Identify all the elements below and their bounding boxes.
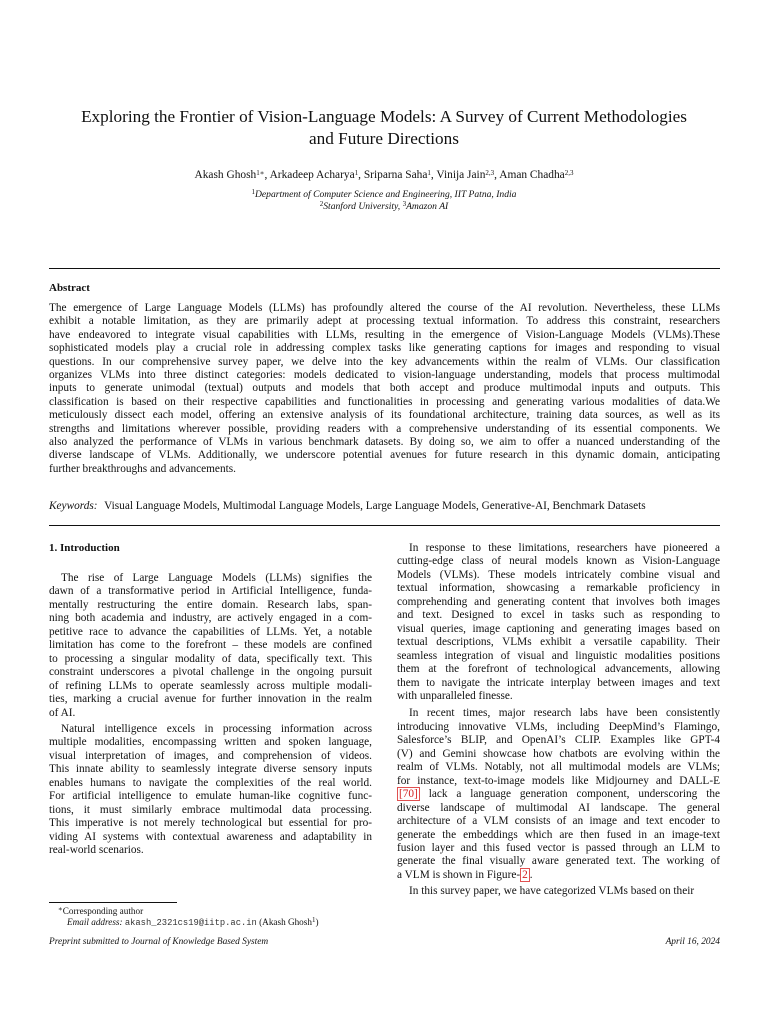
title-line-2: and Future Directions (309, 129, 459, 148)
left-para1-line: constraint underscores a pivotal challenge in the ongoing pursuit (49, 666, 372, 679)
right-para1-line: Models (VLMs). These models intricately combine visual and (397, 568, 720, 581)
author-list: Akash Ghosh$^{1∗}$, Arkadeep Acharya$^1$, Sriparna Saha$^1$, Vinija Jain$^{2,3}$, Aman Chadha$^{2,3}$ (194, 168, 574, 181)
abstract-line: classification is based on their respective capabilities and functionalities in processing and generating various modalities of data.We (49, 395, 720, 408)
right-para2-line: diverse landscape of multimodal AI landscape. The general (397, 801, 720, 814)
abstract-line: exhibit a notable limitation, as they are primarily adept at processing textual information. To address this constraint, researchers (49, 315, 720, 328)
keywords-text: Visual Language Models, Multimodal Language Models, Large Language Models, Generative-AI, Benchmark Datasets (104, 500, 646, 512)
right-para3-line: In this survey paper, we have categorized VLMs based on their (409, 885, 695, 898)
left-para1-line: mentally restructuring the entire domain. Research labs, span- (49, 598, 372, 611)
author-sup: 2,3 (564, 168, 574, 177)
author-sup: 2,3 (485, 168, 495, 177)
right-para1-line: visual queries, image captioning and generating images based on (397, 622, 720, 635)
left-para2-line: viding AI systems with contextual awareness and adaptability in (49, 830, 372, 843)
author-sup: 1 (354, 168, 359, 177)
left-para2-line: This imperative is not merely technological but essential for pro- (49, 817, 372, 830)
abstract-line: The emergence of Large Language Models (LLMs) has profoundly altered the course of the AI revolution. Nevertheless, these LLMs (49, 302, 720, 314)
keywords (49, 500, 646, 512)
right-para1-line: them to navigate the intricate interplay between images and text (397, 676, 720, 689)
abstract-line: diverse landscape of VLMs. Additionally, we underscore potential avenues for future research in this dynamic domain, anticipating (49, 449, 720, 462)
right-para2-line: fusion layer and this fused vector is passed through an LLM to (397, 841, 720, 854)
right-para2-line: (V) and Gemini showcase how chatbots are evolving within the (397, 747, 720, 760)
right-para1-line: and text. Designed to excel in tasks such as responding to (397, 609, 720, 622)
abstract-line: sophisticated models play a crucial role in addressing complex tasks like generating captions for images and responding to visual (49, 342, 720, 355)
abstract-heading: Abstract (49, 282, 90, 294)
left-para1-line: to processing a singular modality of data, specifically text. This (49, 652, 372, 665)
right-column (397, 542, 720, 899)
citation-link[interactable]: [70] (399, 788, 418, 801)
left-para2-line: Natural intelligence excels in processing information across (61, 722, 372, 735)
right-para2-line: In recent times, major research labs have been consistently (409, 707, 720, 720)
right-para2-line: generate the embeddings which are then fused in an image-text (397, 828, 720, 841)
left-para1-line: The rise of Large Language Models (LLMs) signifies the (61, 572, 372, 584)
paper-title (40, 106, 728, 150)
right-para1-line: comprehending and generating content that involves both images (397, 595, 720, 608)
left-para2-line: For artificial intelligence to emulate human-like cognitive func- (49, 790, 372, 803)
abstract-line: strengths and limitations wherever possible, providing readers with a comprehensive understanding of its essential components. We (49, 422, 720, 435)
figure-link[interactable]: 2 (522, 868, 528, 881)
email-link[interactable]: akash_2321cs19@iitp.ac.in (124, 918, 257, 928)
author-sup: 1 (427, 168, 431, 177)
abstract-body (49, 302, 720, 476)
right-para1-line: textual information, showcasing a remarkable proficiency in (397, 582, 720, 595)
right-para2-line: realm of VLMs. Notably, not all multimodal models are VLMs; (397, 761, 720, 774)
left-para2-line: multiple modalities, encompassing written and spoken language, (49, 736, 372, 749)
left-para1-line: ties, marking a crucial avenue for further innovation in the realm (49, 693, 372, 706)
section-heading: 1. Introduction (49, 542, 120, 554)
right-para2-line: [70] lack a language generation component, underscoring the (399, 788, 720, 801)
left-para1-line: of AI. (49, 706, 76, 719)
keywords-label: Keywords: (49, 500, 98, 512)
abstract-line: questions. In our comprehensive survey paper, we delve into the key advancements within the realm of VLMs. Our classification (49, 355, 720, 368)
left-para2-line: enables humans to navigate the complexities of the real world. (49, 776, 372, 789)
affiliation-line-2: $^2$Stanford University, $^3$Amazon AI (319, 199, 449, 212)
left-para2-line: real-world scenarios. (49, 844, 144, 857)
left-para2-line: tions, it must similarly embrace multimodal data processing. (49, 803, 372, 816)
abstract-line: organizes VLMs into three distinct categories: models dedicated to vision-language understanding, models that process multimodal (49, 369, 720, 382)
right-para1-line: textual descriptions, VLMs exhibit a versatile capability. Their (397, 636, 720, 649)
author-name: Sriparna Saha (363, 169, 428, 181)
abstract-line: also analyzed the performance of VLMs in various benchmark datasets. By doing so, we aim to offer a nuanced understanding of the (49, 436, 720, 449)
left-para1-line: ning both academia and industry, are actively engaged in a com- (49, 612, 372, 625)
right-para1-line: cutting-edge class of neural models known as Vision-Language (397, 555, 720, 568)
bottom-rule (49, 525, 720, 526)
abstract-line: further breakthroughs and advancements. (49, 462, 236, 475)
right-para1-line: them at the forefront of technological advancements, allowing (397, 663, 720, 676)
left-para2-line: This innate ability to seamlessly integrate diverse sensory inputs (49, 763, 372, 776)
right-para2-line: generate the final visually aware generated text. The working of (397, 855, 720, 868)
author-name: Arkadeep Acharya (269, 169, 355, 181)
affiliation-line-1: $^1$Department of Computer Science and Engineering, IIT Patna, India (251, 187, 517, 200)
right-para1-line: with unparalleled finesse. (397, 689, 513, 702)
left-para1-line: petitive race to advance the capabilities of LLMs. Yet, a notable (49, 625, 372, 638)
right-para2-line: Salesforce’s BLIP, and OpenAI’s CLIP. Examples like GPT-4 (397, 734, 720, 747)
footnote-corresponding: ∗Corresponding author (58, 904, 144, 916)
right-para2-line: for instance, text-to-image models like Midjourney and DALL-E (397, 774, 720, 787)
author-name: Vinija Jain (436, 169, 486, 181)
right-para2-line: a VLM is shown in Figure- 2 . (397, 868, 533, 881)
author-name: Aman Chadha (499, 169, 565, 181)
abstract-line: meticulously dissect each model, offering an extensive analysis of its foundational architecture, training data sources, as well as its (49, 409, 720, 422)
title-line-1: Exploring the Frontier of Vision-Language Models: A Survey of Current Methodologies (81, 107, 687, 126)
footer-right: April 16, 2024 (665, 937, 720, 947)
left-para1-line: of refining LLMs to operate seamlessly across multiple modali- (49, 679, 372, 692)
right-para2-line: introducing innovative VLMs, including DeepMind’s Flamingo, (397, 720, 720, 733)
right-para2-line: architecture of a VLM consists of an image and text encoder to (397, 815, 720, 828)
author-sup: 1∗ (256, 168, 265, 177)
right-para1-line: seamless integration of visual and linguistic modalities positions (397, 649, 720, 662)
footnote-rule (49, 902, 177, 903)
left-para1-line: dawn of a transformative period in Artificial Intelligence, funda- (49, 585, 372, 598)
footer-left: Preprint submitted to Journal of Knowledge Based System (49, 937, 269, 947)
left-para2-line: visual interpretation of images, and comprehension of videos. (49, 749, 372, 762)
author-name: Akash Ghosh (194, 169, 257, 181)
left-column (49, 572, 372, 858)
abstract-line: have endeavored to integrate visual capabilities with LLMs, resulting in the emergence of Vision-Language Models (VLMs).These (49, 328, 720, 341)
footnote-email: Email address: akash_2321cs19@iitp.ac.in (Akash Ghosh$^1$) (67, 915, 319, 928)
top-rule (49, 268, 720, 269)
abstract-line: inputs to generate unimodal (textual) outputs and models that both accept and produce multimodal inputs and outputs. This (49, 382, 720, 395)
right-para1-line: In response to these limitations, researchers have pioneered a (409, 542, 720, 554)
left-para1-line: limitation has come to the forefront – these models are confined (49, 639, 372, 652)
